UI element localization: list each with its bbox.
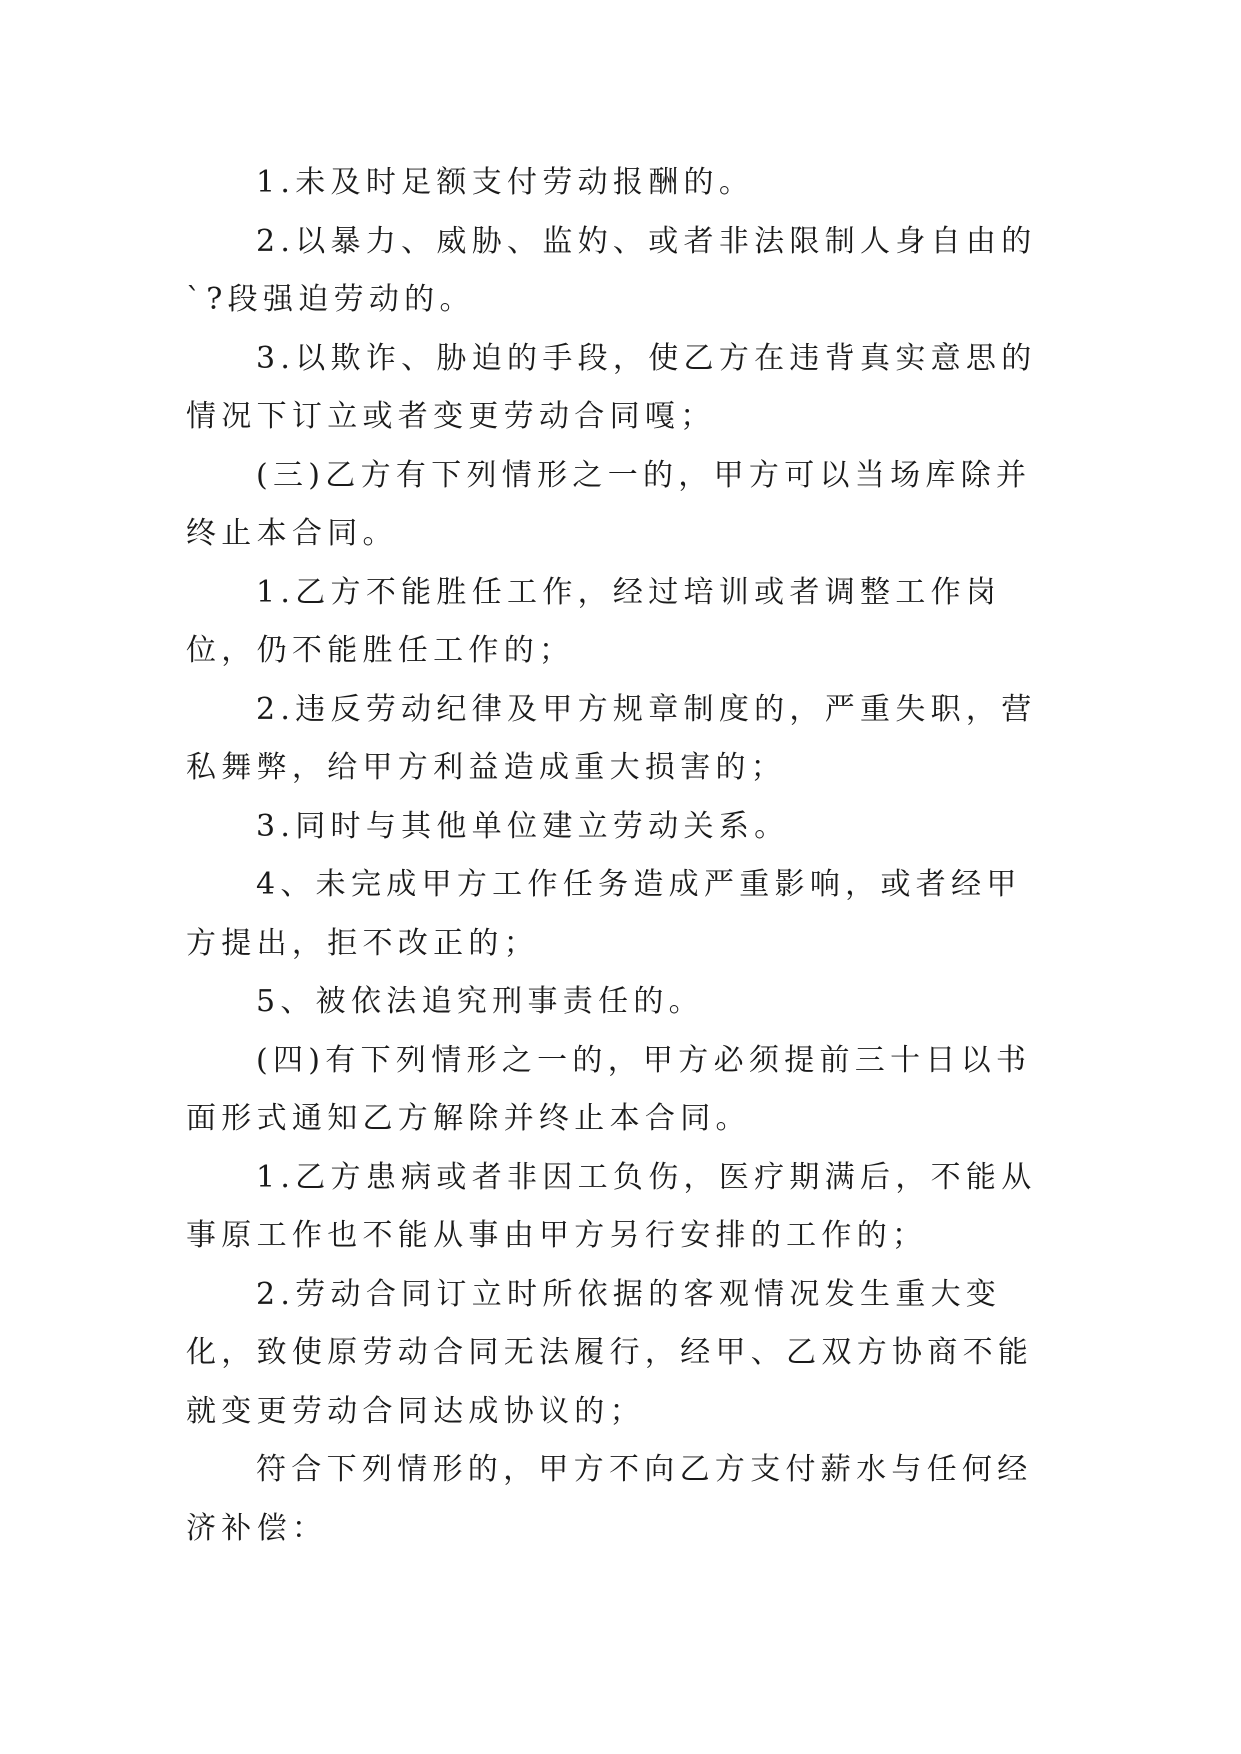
paragraph-3: 3.以欺诈、胁迫的手段，使乙方在违背真实意思的情况下订立或者变更劳动合同嘎；: [186, 340, 1037, 434]
paragraph-7: 3.同时与其他单位建立劳动关系。: [256, 808, 790, 844]
paragraph-13: 符合下列情形的，甲方不向乙方支付薪水与任何经济补偿：: [186, 1452, 1033, 1546]
paragraph-2: 2.以暴力、威胁、监妁、或者非法限制人身自由的`?段强迫劳动的。: [186, 223, 1037, 317]
paragraph-8: 4、未完成甲方工作任务造成严重影响，或者经甲方提出，拒不改正的；: [186, 867, 1022, 961]
paragraph-1: 1.未及时足额支付劳动报酬的。: [256, 165, 755, 200]
paragraph-6: 2.违反劳动纪律及甲方规章制度的，严重失职，营私舞弊，给甲方利益造成重大损害的；: [186, 691, 1037, 785]
paragraph-9: 5、被依法追究刑事责任的。: [256, 984, 704, 1019]
paragraph-10: (四)有下列情形之一的，甲方必须提前三十日以书面形式通知乙方解除并终止本合同。: [186, 1042, 1032, 1136]
paragraph-4: (三)乙方有下列情形之一的，甲方可以当场库除并终止本合同。: [186, 457, 1032, 551]
paragraph-11: 1.乙方患病或者非因工负伤，医疗期满后，不能从事原工作也不能从事由甲方另行安排的工作的；: [186, 1159, 1037, 1253]
document-page: [186, 154, 1055, 1558]
paragraph-12: 2.劳动合同订立时所依据的客观情况发生重大变化，致使原劳动合同无法履行，经甲、乙双方协商不能就变更劳动合同达成协议的；: [186, 1276, 1034, 1429]
paragraph-5: 1.乙方不能胜任工作，经过培训或者调整工作岗位，仍不能胜任工作的；: [186, 574, 1002, 668]
